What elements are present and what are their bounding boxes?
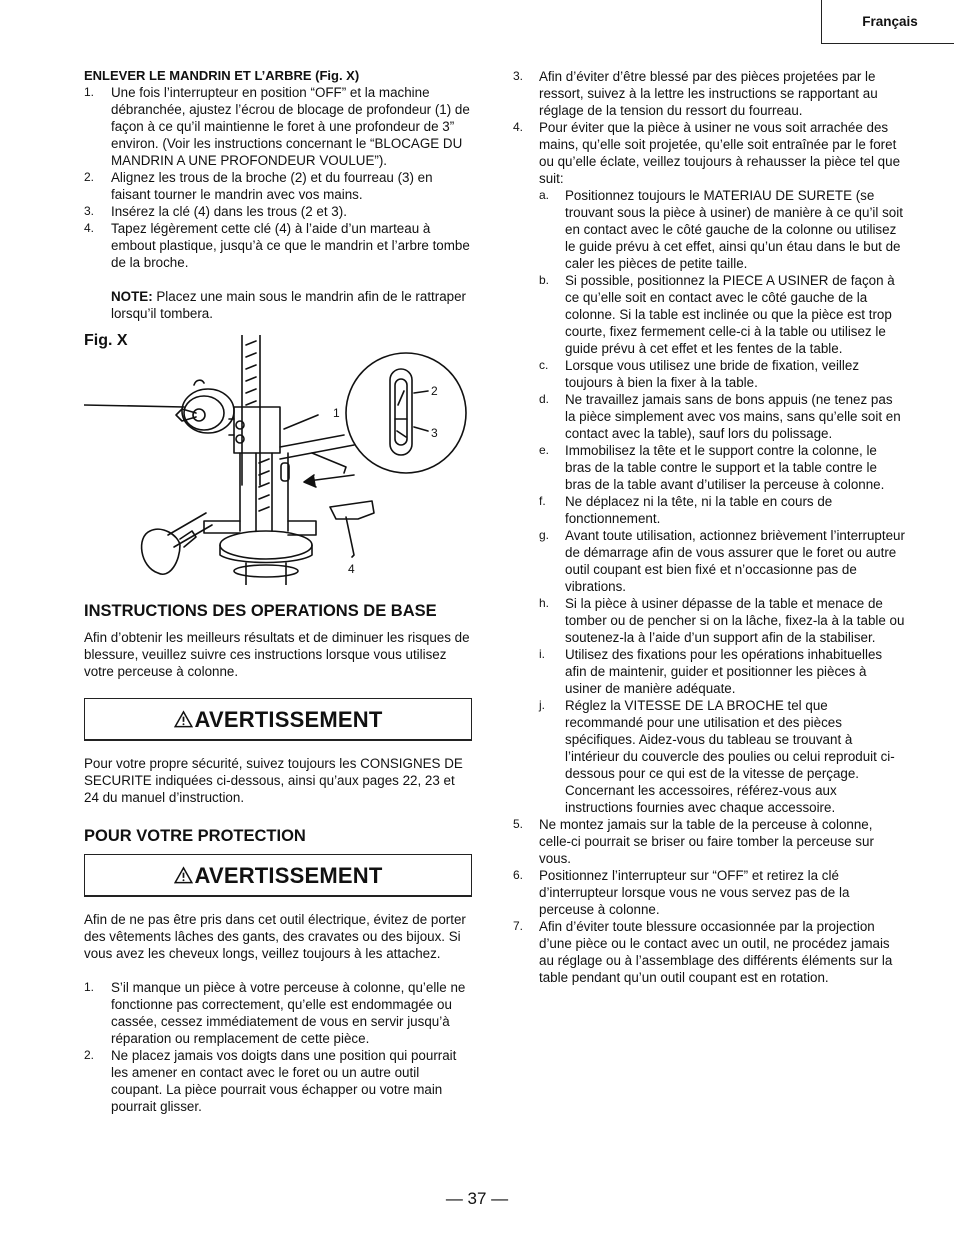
sub-list-item: a. Positionnez toujours le MATERIAU DE SURETE (se trouvant sous la pièce à usiner) de manière à ce qu’il soit en contact avec le côté gauche de la colonne ou utilisez le guide prévu à cet effet, ainsi qu’un étau dans le but de caler les pièces de petite taille. [539,188,903,271]
left-column [84,68,472,1115]
list-item: 2. Alignez les trous de la broche (2) et du fourreau (3) en faisant tourner le mandrin avec vos mains. [84,170,433,202]
note [84,288,472,322]
remove-chuck-heading: ENLEVER LE MANDRIN ET L’ARBRE (Fig. X) [84,68,360,83]
callout-1: 1 [333,406,340,420]
list-item: 2. Ne placez jamais vos doigts dans une position qui pourrait les amener en contact avec le foret ou un autre outil coupant. La pièce pourrait vous échapper ou votre main pourrait glisser. [84,1048,457,1114]
basic-operations-text: Afin d’obtenir les meilleurs résultats et de diminuer les risques de blessure, veuillez suivre ces instructions lorsque vous utilisez votre perceuse à colonne. [84,630,470,679]
warning-triangle-icon [174,710,193,728]
drill-press-chuck-drawing [84,335,474,585]
clothing-text: Afin de ne pas être pris dans cet outil électrique, évitez de porter des vêtements lâches des gants, des cravates ou des bijoux. Si vous avez les cheveux longs, veillez toujours à les attachez. [84,912,466,961]
list-item: 3. Afin d’éviter d’être blessé par des pièces projetées par le ressort, suivez à la lettre les instructions se rapportant au réglage de la tension du ressort du fourreau. [513,69,878,118]
warning-triangle-icon [174,866,193,884]
warning-box-2 [84,854,472,897]
workpiece-support-sublist [539,187,905,816]
list-item: 3. Insérez la clé (4) dans les trous (2 et 3). [84,204,347,219]
list-item: 1. Une fois l’interrupteur en position “OFF” et la machine débranchée, ajustez l’écrou de blocage de profondeur (1) de façon à ce qu’il maintienne le foret à une profondeur de 3” environ. (Voir les instructions concernant le “BLOCAGE DU MANDRIN A UNE PROFONDEUR VOULUE”). [84,85,470,168]
sub-list-item: i. Utilisez des fixations pour les opérations inhabituelles afin de maintenir, guider et positionner les pièces à usiner de manière adéquate. [539,647,883,696]
list-item: 4. Pour éviter que la pièce à usiner ne vous soit arrachée des mains, qu’elle soit projetée, qu’elle soit entraînée par le foret ou qu’elle éclate, veillez toujours à rehausser la pièce tel que suit: a. Positionnez toujours le MATERIAU DE SURETE (se trouvant sous la pièce à usiner) de manière à ce qu’il soit en contact avec le côté gauche de la colonne ou utilisez le guide prévu à cet effet, ainsi qu’un étau dans le but de caler les pièces de petite taille. b. Si possible, positionnez la PIECE A USINER de façon à ce qu’elle soit en contact avec le côté gauche de la colonne. Si la table est inclinée ou que la pièce est trop courte, fixez fermement celle-ci à la table ou utilisez le guide prévu à cet effet et les fentes de la table. c. Lorsque vous utilisez une bride de fixation, veillez toujours à bien la fixer à la table. d. Ne travaillez jamais sans de bons appuis (ne tenez pas la pièce simplement avec vos mains, sans qu’elle soit en contact avec la table), sauf lors du polissage. e. Immobilisez la tête et le support contre la colonne, le bras de la table contre le support et la table contre le bras de la table avant d’utiliser la perceuse à colonne. f. Ne déplacez ni la tête, ni la table en cours de fonctionnement. g. Avant toute utilisation, actionnez brièvement l’interrupteur de démarrage afin de vous assurer que le foret ou autre outil coupant est bien fixé et n’occasionne pas de vibrations. h. Si la pièce à usiner dépasse de la table et menace de tomber ou de pencher si on la lâche, fixez-la à la table ou soutenez-la à l’aide d’un support afin de la stabiliser. i. Utilisez des fixations pour les opérations inhabituelles afin de maintenir, guider et positionner les pièces à usiner de manière adéquate. j. Réglez la VITESSE DE LA BROCHE tel que recommandé pour une utilisation et des pièces spécifiques. Aidez-vous du tableau se trouvant à l’intérieur du couvercle des poulies ou celui reproduit ci-dessous pour ce qui est de la vitesse de perçage. Concernant les accessoires, référez-vous aux instructions fournies avec chaque accessoire. [513,120,905,815]
protection-steps-list [84,979,472,1115]
list-item: 1. S’il manque un pièce à votre perceuse à colonne, qu’elle ne fonctionne pas correctement, qu’elle est endommagée ou cassée, cessez immédiatement de vous en servir jusqu’à réparation ou remplacement de cette pièce. [84,980,466,1046]
page-number: — 37 — [445,1189,509,1208]
sub-list-item: f. Ne déplacez ni la tête, ni la table en cours de fonctionnement. [539,494,833,526]
right-column [513,68,905,986]
language-tab [821,0,954,44]
figure-label: Fig. X [84,332,128,349]
callout-3: 3 [431,426,438,440]
list-item: 5. Ne montez jamais sur la table de la perceuse à colonne, celle-ci pourrait se briser ou faire tomber la perceuse sur vous. [513,817,874,866]
language-label: Français [862,14,918,29]
sub-list-item: e. Immobilisez la tête et le support contre la colonne, le bras de la table contre le support et la table contre le bras de la table avant d’utiliser la perceuse à colonne. [539,443,885,492]
list-item: 4. Tapez légèrement cette clé (4) à l’aide d’un marteau à embout plastique, jusqu’à ce que le mandrin et l’arbre tombe de la broche. [84,221,470,270]
warning-box-1 [84,698,472,741]
list-item: 6. Positionnez l’interrupteur sur “OFF” et retirez la clé d’interrupteur lorsque vous ne vous servez pas de la perceuse à colonne. [513,868,850,917]
callout-2: 2 [431,384,438,398]
sub-list-item: g. Avant toute utilisation, actionnez brièvement l’interrupteur de démarrage afin de vous assurer que le foret ou autre outil coupant est bien fixé et n’occasionne pas de vibrations. [539,528,905,594]
sub-list-item: j. Réglez la VITESSE DE LA BROCHE tel que recommandé pour une utilisation et des pièces spécifiques. Aidez-vous du tableau se trouvant à l’intérieur du couvercle des poulies ou celui reproduit ci-dessous pour ce qui est de la vitesse de perçage. Concernant les accessoires, référez-vous aux instructions fournies avec chaque accessoire. [539,698,895,815]
note-label: NOTE: [111,289,153,304]
basic-operations-heading: INSTRUCTIONS DES OPERATIONS DE BASE [84,602,437,620]
warning-label-1: AVERTISSEMENT [194,706,383,732]
sub-list-item: b. Si possible, positionnez la PIECE A USINER de façon à ce qu’elle soit en contact avec le côté gauche de la colonne. Si la table est inclinée ou que la pièce est trop courte, fixez fermement celle-ci à la table ou utilisez le guide prévu à cet effet et les fentes de la table. [539,273,895,356]
safety-text: Pour votre propre sécurité, suivez toujours les CONSIGNES DE SECURITE indiquées ci-dessous, ainsi qu’aux pages 22, 23 et 24 du manuel d’instruction. [84,756,463,805]
list-item: 7. Afin d’éviter toute blessure occasionnée par la projection d’une pièce ou le contact avec un outil, ne procédez jamais au réglage ou à l’assemblage des différents éléments sur la table pendant qu’un outil coupant est en rotation. [513,919,893,985]
sub-list-item: c. Lorsque vous utilisez une bride de fixation, veillez toujours à bien la fixer à la table. [539,358,860,390]
remove-steps-list [84,84,472,271]
warning-label-2: AVERTISSEMENT [194,862,383,888]
protection-heading: POUR VOTRE PROTECTION [84,827,306,845]
callout-4: 4 [348,562,355,576]
note-text: Placez une main sous le mandrin afin de le rattraper lorsqu’il tombera. [111,289,467,321]
rules-list [513,68,905,986]
sub-list-item: d. Ne travaillez jamais sans de bons appuis (ne tenez pas la pièce simplement avec vos mains, sans qu’elle soit en contact avec la table), sauf lors du polissage. [539,392,901,441]
sub-list-item: h. Si la pièce à usiner dépasse de la table et menace de tomber ou de pencher si on la lâche, fixez-la à la table ou soutenez-la à l’aide d’un support afin de la stabiliser. [539,596,905,645]
figure-x-illustration [84,335,472,585]
